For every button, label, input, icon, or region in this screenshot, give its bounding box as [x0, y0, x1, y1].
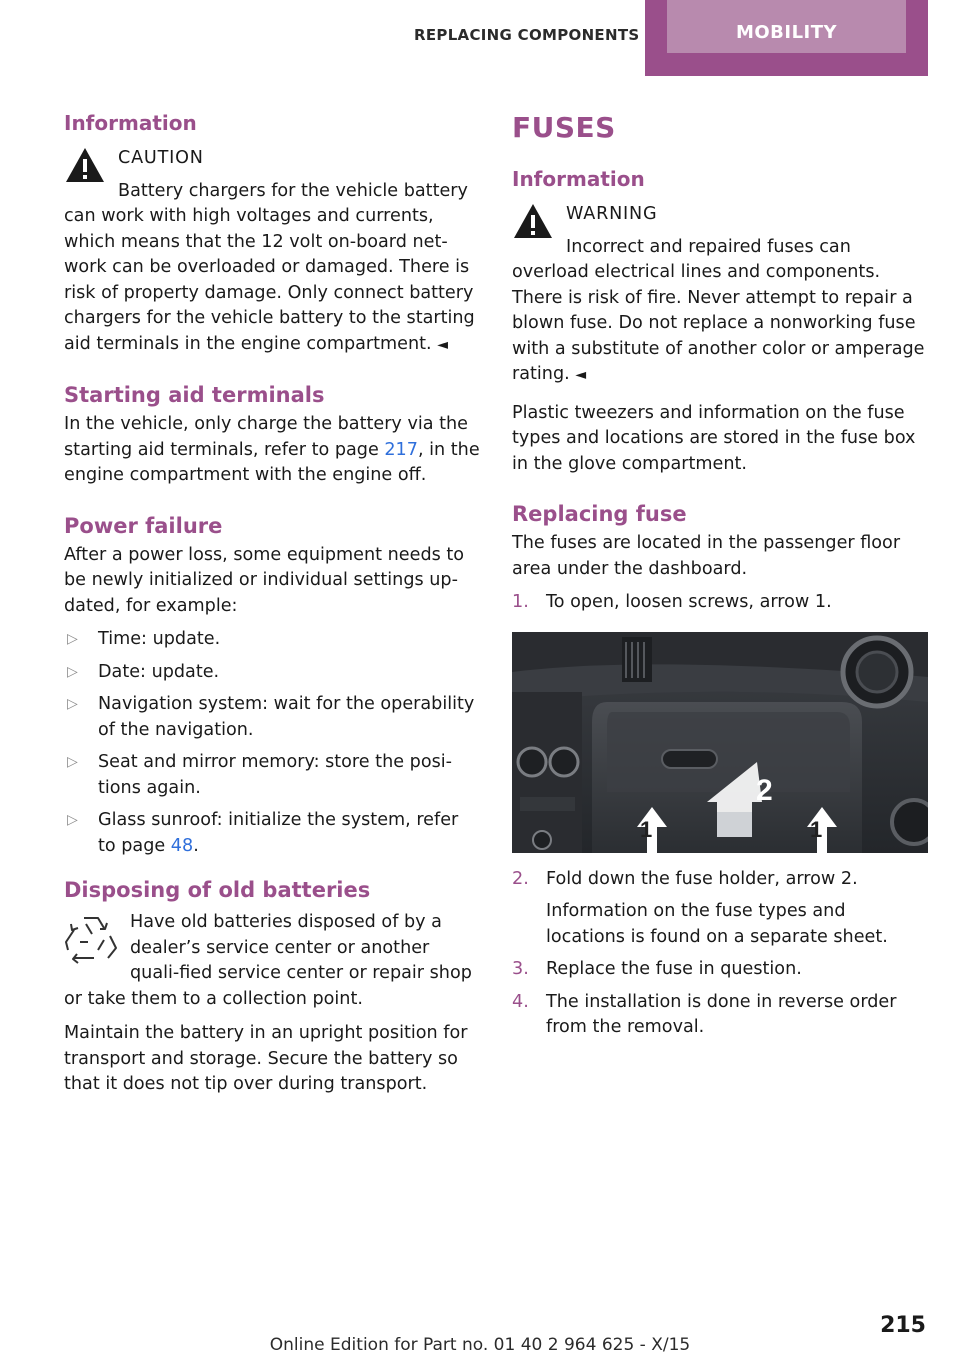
list-item [512, 990, 928, 1041]
bullet-triangle-icon: ▷ [67, 663, 78, 680]
list-item-text: Glass sunroof: initialize the system, refer to page [98, 810, 459, 856]
list-item [512, 867, 928, 951]
warning-triangle-icon [512, 202, 554, 240]
replacing-steps-list [512, 590, 928, 616]
bullet-triangle-icon: ▷ [67, 754, 78, 770]
list-item-text: . [193, 835, 199, 856]
caution-block [64, 146, 480, 358]
caution-text: Battery chargers for the vehicle battery can work with high voltages and currents, which means that the 12 volt on-board net-work can be overloaded or damaged. There is risk of property damage. Only connect battery chargers for the vehicle battery to the starting aid terminals in the engine compartment. [64, 180, 475, 354]
disposing-text-2: Maintain the battery in an upright position for transport and storage. Secure the battery so that it does not tip over during transport. [64, 1023, 468, 1094]
list-item-text: Date: update. [98, 661, 220, 682]
step-number: 3. [512, 959, 529, 979]
page-link-48[interactable]: 48 [170, 835, 194, 856]
caution-title: CAUTION [118, 148, 204, 168]
end-mark: ◄ [575, 367, 587, 383]
step-extra-text: Information on the fuse types and locations is found on a separate sheet. [546, 901, 888, 947]
starting-aid-text-part: In the vehicle, only charge the battery via the starting aid terminals, refer to page [64, 414, 468, 460]
arrow-2-label: 2 [756, 773, 773, 807]
bullet-triangle-icon: ▷ [67, 696, 78, 712]
step-number: 1. [512, 592, 529, 612]
arrow-1-label-left: 1 [640, 816, 653, 842]
edition-footer: Online Edition for Part no. 01 40 2 964 625 - X/15 [269, 1335, 691, 1355]
disposing-block [64, 910, 480, 1012]
running-header-section: REPLACING COMPONENTS [414, 26, 640, 44]
right-column [512, 110, 928, 1048]
fuses-chapter-heading: FUSES [512, 111, 616, 144]
caution-text-paragraph [64, 179, 480, 359]
replacing-steps-list-continued [512, 867, 928, 1041]
step-text: The installation is done in reverse order from the removal. [546, 991, 897, 1037]
left-column [64, 110, 480, 1098]
starting-aid-text-part: , in the engine compartment with the engine off. [64, 439, 480, 485]
starting-aid-heading: Starting aid terminals [64, 383, 325, 407]
list-item [512, 590, 928, 616]
step-number: 4. [512, 991, 529, 1012]
page-number: 215 [880, 1313, 926, 1338]
warning-text-paragraph [512, 235, 928, 389]
warning-block [512, 202, 928, 389]
fuses-info-text: Plastic tweezers and information on the fuse types and locations are stored in the fuse box in the glove compartment. [512, 402, 916, 474]
list-item-text: Seat and mirror memory: store the posi-tions again. [98, 752, 452, 798]
information-heading: Information [64, 111, 197, 135]
chapter-tab [645, 0, 928, 76]
list-item-text: Navigation system: wait for the operability of the navigation. [98, 694, 475, 740]
power-failure-list [64, 627, 480, 859]
end-mark: ◄ [437, 336, 449, 353]
fuse-box-photo [512, 632, 928, 853]
warning-title: WARNING [566, 204, 658, 224]
list-item [512, 957, 928, 983]
power-failure-heading: Power failure [64, 513, 223, 538]
list-item [64, 660, 480, 686]
step-text: To open, loosen screws, arrow 1. [546, 592, 832, 612]
step-number: 2. [512, 868, 529, 889]
list-item [64, 750, 480, 801]
page-link-217[interactable]: 217 [384, 439, 418, 460]
fuses-information-heading: Information [512, 167, 645, 191]
list-item [64, 692, 480, 743]
arrow-1-label-right: 1 [810, 816, 823, 842]
bullet-triangle-icon: ▷ [67, 812, 78, 828]
warning-text: Incorrect and repaired fuses can overload electrical lines and components. There is risk of fire. Never attempt to repair a blown fuse. Do not replace a nonworking fuse with a substitute of another color or amperage rating. [512, 236, 925, 384]
list-item [64, 627, 480, 653]
starting-aid-text [64, 412, 480, 489]
bullet-triangle-icon: ▷ [67, 631, 78, 647]
replacing-fuse-intro: The fuses are located in the passenger floor area under the dashboard. [512, 533, 901, 579]
disposing-text-1: Have old batteries disposed of by a dealer’s service center or another quali-fied service center or repair shop or take them to a collection point. [64, 912, 472, 1009]
power-failure-intro: After a power loss, some equipment needs to be newly initialized or individual settings up-dated, for example: [64, 544, 465, 616]
chapter-tab-label: MOBILITY [667, 0, 906, 53]
replacing-fuse-heading: Replacing fuse [512, 502, 687, 526]
disposing-heading: Disposing of old batteries [64, 878, 371, 902]
list-item [64, 808, 480, 859]
recycle-icon [64, 912, 118, 964]
warning-triangle-icon [64, 146, 106, 184]
step-text: Replace the fuse in question. [546, 959, 802, 979]
step-text: Fold down the fuse holder, arrow 2. [546, 868, 858, 889]
list-item-text: Time: update. [98, 629, 221, 649]
